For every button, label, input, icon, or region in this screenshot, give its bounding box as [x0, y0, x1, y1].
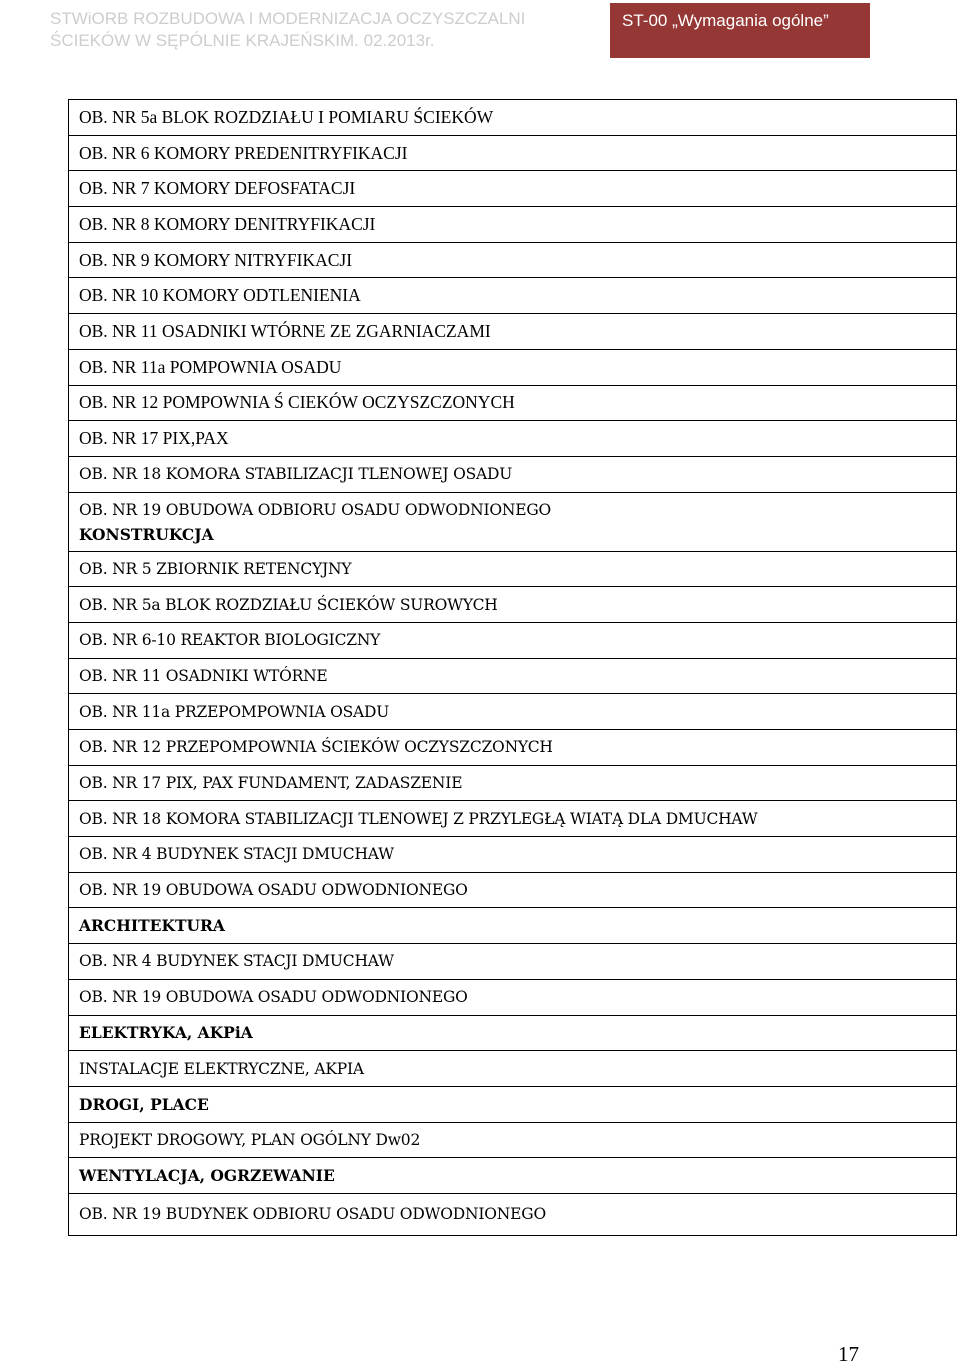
- row-text: OB. NR 17 PIX,PAX: [79, 428, 229, 449]
- row-text: OB. NR 10 KOMORY ODTLENIENIA: [79, 285, 361, 306]
- table-row: [69, 980, 956, 1016]
- row-text: OB. NR 19 OBUDOWA OSADU ODWODNIONEGO: [79, 988, 468, 1007]
- table-row: [69, 552, 956, 588]
- table-row: [69, 457, 956, 493]
- row-text: OB. NR 18 KOMORA STABILIZACJI TLENOWEJ Z PRZYLEGŁĄ WIATĄ DLA DMUCHAW: [79, 809, 758, 828]
- table-row: [69, 386, 956, 422]
- table-row: [69, 694, 956, 730]
- page-header: [0, 0, 960, 62]
- page-number: 17: [838, 1342, 859, 1366]
- row-text: OB. NR 4 BUDYNEK STACJI DMUCHAW: [79, 845, 394, 864]
- row-text: OB. NR 11a PRZEPOMPOWNIA OSADU: [79, 702, 390, 721]
- section-heading-row: [69, 1158, 956, 1194]
- row-text: OB. NR 18 KOMORA STABILIZACJI TLENOWEJ OSADU: [79, 465, 513, 484]
- table-row: [69, 623, 956, 659]
- header-title-line-2: ŚCIEKÓW W SĘPÓLNIE KRAJEŃSKIM. 02.2013r.: [50, 31, 435, 50]
- row-text: PROJEKT DROGOWY, PLAN OGÓLNY Dw02: [79, 1130, 421, 1149]
- object-list-table: [68, 99, 957, 1236]
- section-heading-row: [69, 1016, 956, 1052]
- row-text: OB. NR 4 BUDYNEK STACJI DMUCHAW: [79, 952, 394, 971]
- section-heading-wentylacja: WENTYLACJA, OGRZEWANIE: [79, 1166, 335, 1186]
- section-heading-row: [69, 1087, 956, 1123]
- section-heading-architektura: ARCHITEKTURA: [79, 916, 225, 936]
- table-row: [69, 100, 956, 136]
- header-section-label: ST-00 „Wymagania ogólne”: [610, 3, 870, 58]
- row-text: OB. NR 5a BLOK ROZDZIAŁU ŚCIEKÓW SUROWYCH: [79, 595, 498, 614]
- table-row: [69, 587, 956, 623]
- table-row: [69, 659, 956, 695]
- table-row: [69, 1194, 956, 1235]
- section-heading-elektryka: ELEKTRYKA, AKPiA: [79, 1023, 253, 1043]
- header-title-line-1: STWiORB ROZBUDOWA I MODERNIZACJA OCZYSZCZALNI: [50, 9, 526, 28]
- row-text: OB. NR 5 ZBIORNIK RETENCYJNY: [79, 559, 352, 578]
- row-text: OB. NR 19 BUDYNEK ODBIORU OSADU ODWODNIONEGO: [79, 1205, 546, 1224]
- row-text: OB. NR 11 OSADNIKI WTÓRNE ZE ZGARNIACZAMI: [79, 320, 491, 341]
- section-heading-konstrukcja: KONSTRUKCJA: [79, 524, 214, 544]
- row-text: OB. NR 19 OBUDOWA OSADU ODWODNIONEGO: [79, 881, 468, 900]
- table-row: [69, 730, 956, 766]
- row-text: OB. NR 9 KOMORY NITRYFIKACJI: [79, 249, 353, 270]
- row-text: OB. NR 7 KOMORY DEFOSFATACJI: [79, 178, 356, 199]
- section-heading-row: [69, 908, 956, 944]
- table-row: [69, 766, 956, 802]
- table-row: [69, 314, 956, 350]
- row-text: OB. NR 11 OSADNIKI WTÓRNE: [79, 666, 328, 685]
- table-row: [69, 1123, 956, 1159]
- table-row: [69, 493, 956, 552]
- row-text: OB. NR 5a BLOK ROZDZIAŁU I POMIARU ŚCIEKÓW: [79, 106, 494, 127]
- table-row: [69, 873, 956, 909]
- table-row: [69, 278, 956, 314]
- table-row: [69, 1051, 956, 1087]
- table-row: [69, 944, 956, 980]
- table-row: [69, 136, 956, 172]
- header-title-block: [0, 0, 602, 58]
- table-row: [69, 171, 956, 207]
- row-text: INSTALACJE ELEKTRYCZNE, AKPIA: [79, 1059, 364, 1078]
- row-text: OB. NR 6 KOMORY PREDENITRYFIKACJI: [79, 142, 408, 163]
- table-row: [69, 421, 956, 457]
- row-text: OB. NR 12 PRZEPOMPOWNIA ŚCIEKÓW OCZYSZCZONYCH: [79, 738, 553, 757]
- row-text: OB. NR 8 KOMORY DENITRYFIKACJI: [79, 213, 376, 234]
- table-row: [69, 837, 956, 873]
- row-text: OB. NR 11a POMPOWNIA OSADU: [79, 356, 342, 377]
- table-row: [69, 243, 956, 279]
- table-row: [69, 207, 956, 243]
- row-text: OB. NR 6-10 REAKTOR BIOLOGICZNY: [79, 631, 381, 650]
- row-text: OB. NR 17 PIX, PAX FUNDAMENT, ZADASZENIE: [79, 774, 463, 793]
- row-text: OB. NR 12 POMPOWNIA Ś CIEKÓW OCZYSZCZONYCH: [79, 392, 515, 413]
- section-heading-drogi: DROGI, PLACE: [79, 1094, 209, 1114]
- table-row: [69, 801, 956, 837]
- row-text: OB. NR 19 OBUDOWA ODBIORU OSADU ODWODNIONEGO: [79, 500, 552, 519]
- table-row: [69, 350, 956, 386]
